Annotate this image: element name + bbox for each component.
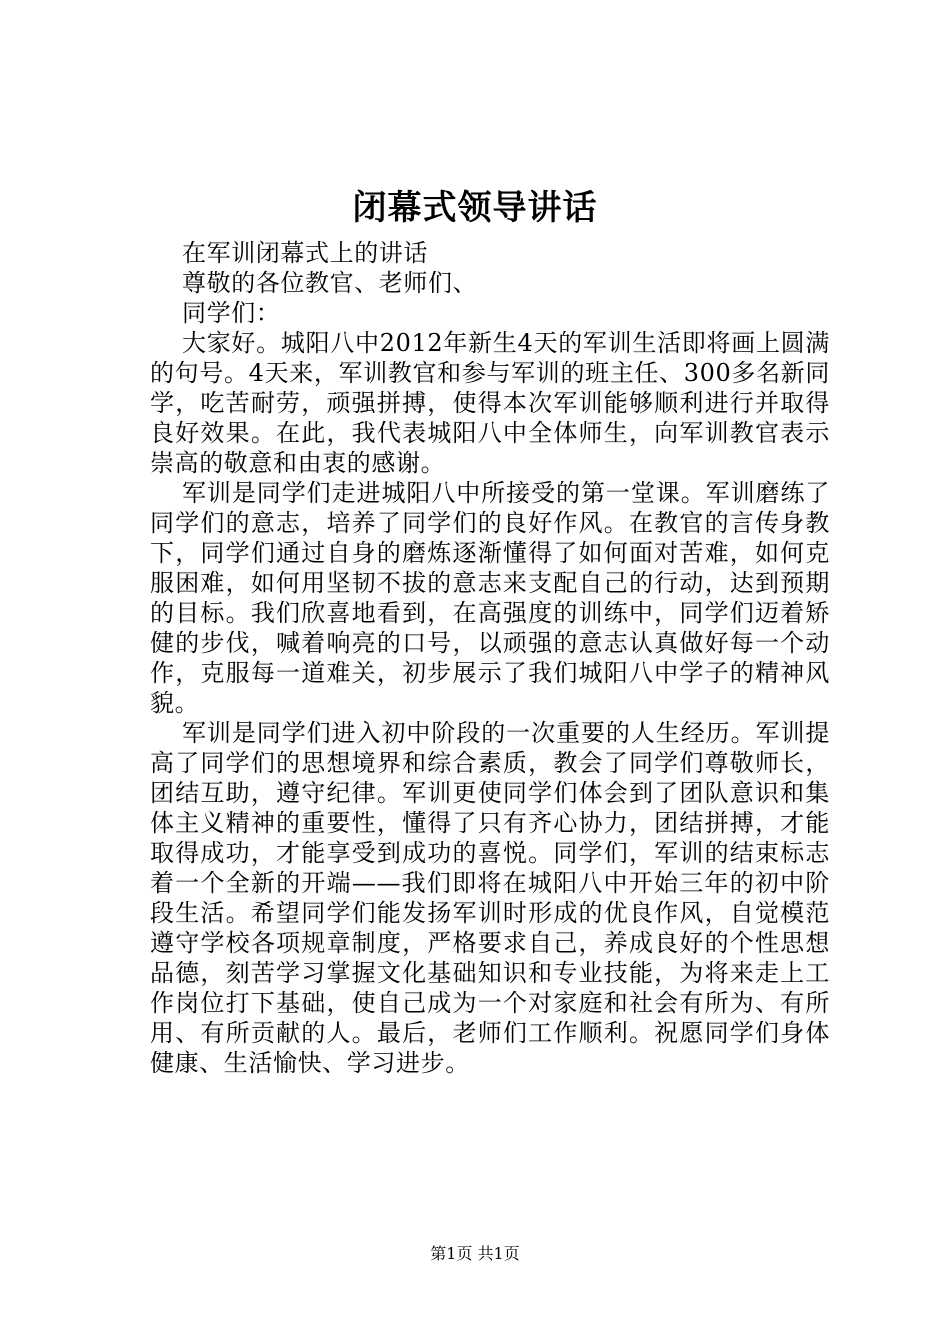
paragraph-greeting: 大家好。城阳八中2012年新生4天的军训生活即将画上圆满的句号。4天来，军训教官和参与军训的班主任、300多名新同学，吃苦耐劳，顽强拼搏，使得本次军训能够顺利进行并取得良好效果。在此，我代表城阳八中全体师生，向军训教官表示崇高的敬意和由衷的感谢。	[150, 329, 830, 477]
document-body	[150, 238, 830, 1078]
document-title: 闭幕式领导讲话	[352, 188, 598, 228]
salutation-line-2: 同学们：	[182, 299, 281, 327]
page-footer: 第1页 共1页	[430, 1244, 520, 1263]
speech-heading: 在军训闭幕式上的讲话	[182, 239, 428, 267]
salutation-line-1: 尊敬的各位教官、老师们、	[182, 269, 478, 297]
paragraph-life-experience: 军训是同学们进入初中阶段的一次重要的人生经历。军训提高了同学们的思想境界和综合素质，教会了同学们尊敬师长，团结互助，遵守纪律。军训更使同学们体会到了团队意识和集体主义精神的重要性，懂得了只有齐心协力，团结拼搏，才能取得成功，才能享受到成功的喜悦。同学们，军训的结束标志着一个全新的开端——我们即将在城阳八中开始三年的初中阶段生活。希望同学们能发扬军训时形成的优良作风，自觉模范遵守学校各项规章制度，严格要求自己，养成良好的个性思想品德，刻苦学习掌握文化基础知识和专业技能，为将来走上工作岗位打下基础，使自己成为一个对家庭和社会有所为、有所用、有所贡献的人。最后，老师们工作顺利。祝愿同学们身体健康、生活愉快、学习进步。	[150, 719, 830, 1077]
paragraph-first-lesson: 军训是同学们走进城阳八中所接受的第一堂课。军训磨练了同学们的意志，培养了同学们的良好作风。在教官的言传身教下，同学们通过自身的磨炼逐渐懂得了如何面对苦难，如何克服困难，如何用坚韧不拔的意志来支配自己的行动，达到预期的目标。我们欣喜地看到，在高强度的训练中，同学们迈着矫健的步伐，喊着响亮的口号，以顽强的意志认真做好每一个动作，克服每一道难关，初步展示了我们城阳八中学子的精神风貌。	[150, 479, 830, 717]
